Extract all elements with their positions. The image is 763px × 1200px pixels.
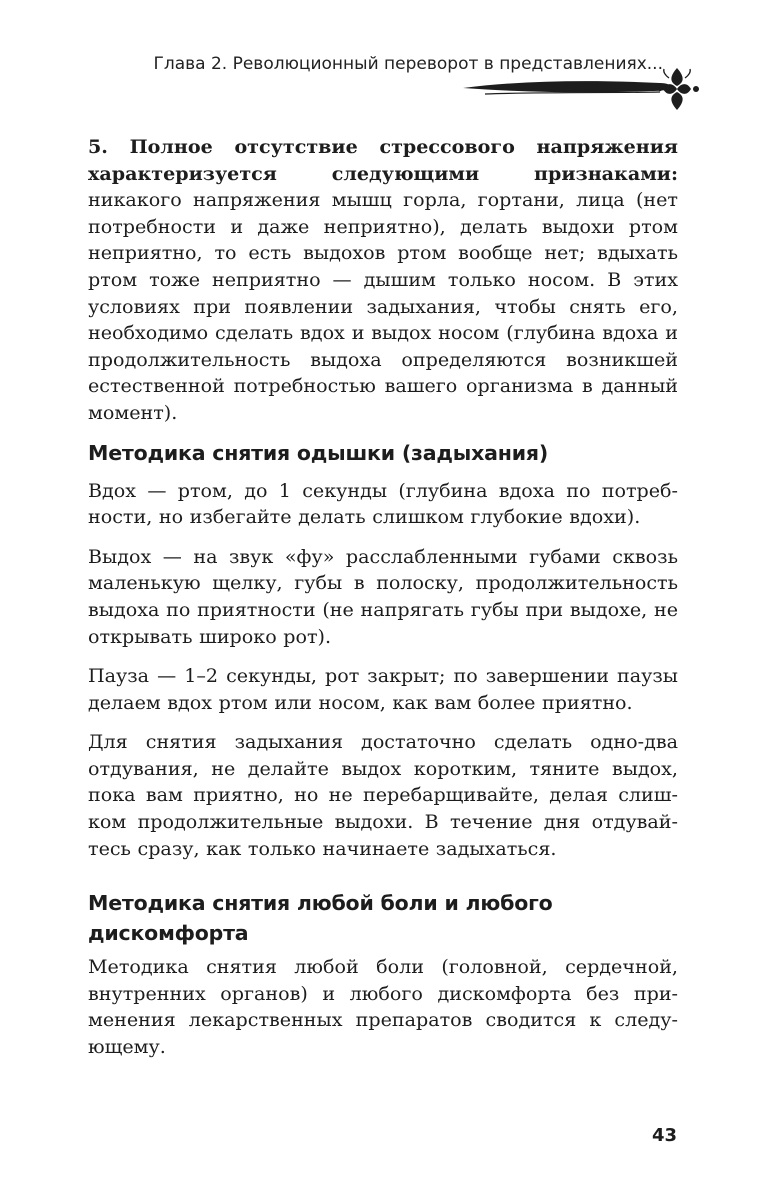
- floral-ornament-icon: [455, 66, 715, 116]
- paragraph-stress-signs: [88, 134, 678, 427]
- paragraph-stress-signs-text: никакого напряжения мышц горла, гортани, лица (нет потребности и даже неприятно), делать выдохи ртом неприятно, то есть выдохов ртом вообще нет; вдыхать ртом тоже неприятно — дышим только носом. В этих условиях при появлении задыхания, чтобы снять его, необходимо сделать вдох и выдох носом (глубина вдоха и продолжительность выдоха определяются возникшей естественной потребностью вашего организма в данный момент).: [88, 188, 678, 424]
- heading-pain-method: Методика снятия любой боли и любого дискомфорта: [88, 891, 553, 946]
- page-body: [88, 134, 678, 1074]
- paragraph-inhale: Вдох — ртом, до 1 секунды (глубина вдоха по потребности, но избегайте делать слишком глубокие вдохи).: [88, 478, 678, 529]
- paragraph-exhale: Выдох — на звук «фу» расслабленными губами сквозь маленькую щелку, губы в полоску, продолжительность выдоха по приятности (не напрягать губы при выдохе, не открывать широко рот).: [88, 544, 678, 648]
- paragraph-stress-signs-lead: 5. Полное отсутствие стрессового напряжения характеризуется следующими признаками:: [88, 135, 678, 185]
- page-number: 43: [651, 1125, 677, 1146]
- heading-dyspnea-method: Методика снятия одышки (задыхания): [88, 440, 548, 465]
- running-head-title: Глава 2. Революционный переворот в представлениях...: [153, 54, 663, 74]
- paragraph-pain-method: Методика снятия любой боли (головной, сердечной, внутренних органов) и любого дискомфорта без применения лекарственных препаратов сводится к следующему.: [88, 955, 678, 1059]
- paragraph-dyspnea-relief: Для снятия задыхания достаточно сделать одно-два отдувания, не делайте выдох коротким, тяните выдох, пока вам приятно, но не перебарщивайте, делая слишком продолжительные выдохи. В течение дня отдувайтесь сразу, как только начинаете задыхаться.: [88, 730, 678, 860]
- paragraph-pause: Пауза — 1–2 секунды, рот закрыт; по завершении паузы делаем вдох ртом или носом, как вам более приятно.: [88, 664, 678, 714]
